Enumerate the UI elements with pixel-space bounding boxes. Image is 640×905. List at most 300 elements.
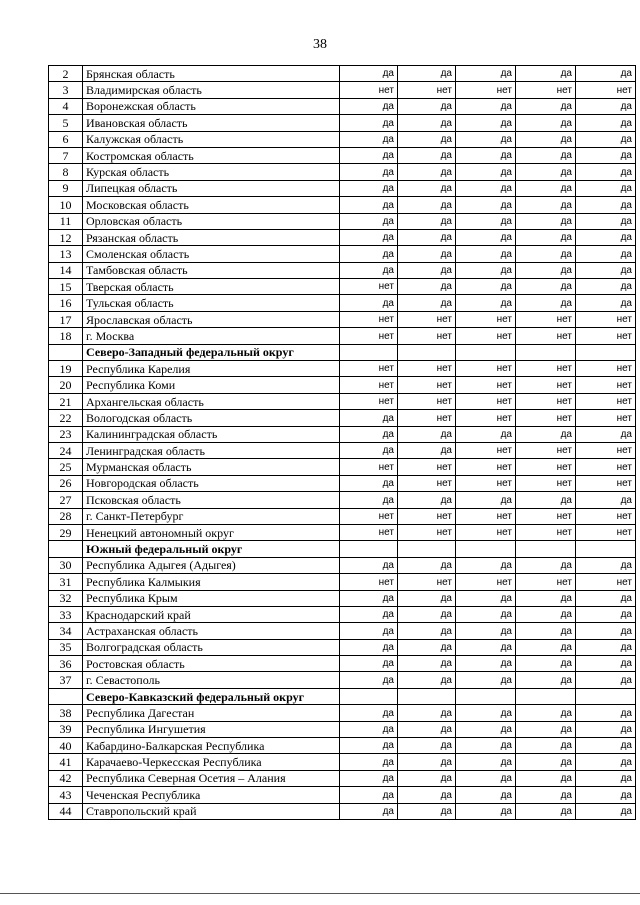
- row-number: 19: [49, 361, 83, 377]
- value-cell-3: да: [456, 262, 516, 278]
- value-cell-1: да: [340, 475, 398, 491]
- value-cell-2: [398, 344, 456, 360]
- value-cell-2: да: [398, 754, 456, 770]
- row-number: 3: [49, 82, 83, 98]
- table-row: [49, 295, 636, 311]
- value-cell-4: да: [516, 492, 576, 508]
- value-cell-5: нет: [576, 442, 636, 458]
- value-cell-3: да: [456, 590, 516, 606]
- table-row: [49, 131, 636, 147]
- value-cell-4: нет: [516, 311, 576, 327]
- row-number: 13: [49, 246, 83, 262]
- region-name: Ростовская область: [83, 656, 340, 672]
- page-number: 38: [313, 37, 327, 52]
- value-cell-1: да: [340, 672, 398, 688]
- table-row: [49, 197, 636, 213]
- value-cell-5: да: [576, 639, 636, 655]
- value-cell-2: да: [398, 164, 456, 180]
- region-name: Брянская область: [83, 66, 340, 82]
- table-row: [49, 229, 636, 245]
- region-name: Республика Крым: [83, 590, 340, 606]
- table-row: [49, 623, 636, 639]
- value-cell-1: да: [340, 180, 398, 196]
- table-row: [49, 328, 636, 344]
- value-cell-4: нет: [516, 459, 576, 475]
- region-name: Ивановская область: [83, 115, 340, 131]
- value-cell-3: нет: [456, 459, 516, 475]
- value-cell-2: да: [398, 180, 456, 196]
- value-cell-5: да: [576, 721, 636, 737]
- table-row: [49, 721, 636, 737]
- value-cell-5: нет: [576, 508, 636, 524]
- value-cell-2: нет: [398, 361, 456, 377]
- value-cell-1: да: [340, 426, 398, 442]
- value-cell-4: нет: [516, 328, 576, 344]
- region-name: Кабардино-Балкарская Республика: [83, 738, 340, 754]
- value-cell-5: нет: [576, 328, 636, 344]
- value-cell-5: да: [576, 147, 636, 163]
- row-number: [49, 541, 83, 557]
- value-cell-4: да: [516, 147, 576, 163]
- value-cell-4: да: [516, 262, 576, 278]
- value-cell-2: да: [398, 131, 456, 147]
- value-cell-4: нет: [516, 508, 576, 524]
- value-cell-2: да: [398, 623, 456, 639]
- value-cell-2: да: [398, 442, 456, 458]
- value-cell-3: нет: [456, 442, 516, 458]
- region-name: Ставропольский край: [83, 803, 340, 819]
- region-name: г. Севастополь: [83, 672, 340, 688]
- row-number: 37: [49, 672, 83, 688]
- region-name: Республика Ингушетия: [83, 721, 340, 737]
- value-cell-4: да: [516, 721, 576, 737]
- row-number: 20: [49, 377, 83, 393]
- value-cell-1: да: [340, 213, 398, 229]
- row-number: 30: [49, 557, 83, 573]
- value-cell-1: да: [340, 606, 398, 622]
- row-number: 9: [49, 180, 83, 196]
- value-cell-5: нет: [576, 459, 636, 475]
- value-cell-3: нет: [456, 361, 516, 377]
- value-cell-5: да: [576, 180, 636, 196]
- value-cell-3: да: [456, 115, 516, 131]
- value-cell-2: да: [398, 426, 456, 442]
- value-cell-3: да: [456, 557, 516, 573]
- row-number: 40: [49, 738, 83, 754]
- region-name: Вологодская область: [83, 410, 340, 426]
- value-cell-4: да: [516, 656, 576, 672]
- value-cell-5: да: [576, 672, 636, 688]
- region-name: Чеченская Республика: [83, 787, 340, 803]
- table-row: [49, 377, 636, 393]
- row-number: 29: [49, 524, 83, 540]
- table-row: [49, 508, 636, 524]
- value-cell-4: да: [516, 754, 576, 770]
- row-number: 23: [49, 426, 83, 442]
- row-number: 5: [49, 115, 83, 131]
- value-cell-5: да: [576, 557, 636, 573]
- row-number: 34: [49, 623, 83, 639]
- row-number: 8: [49, 164, 83, 180]
- region-name: Краснодарский край: [83, 606, 340, 622]
- row-number: [49, 688, 83, 704]
- value-cell-4: да: [516, 639, 576, 655]
- value-cell-3: да: [456, 721, 516, 737]
- value-cell-4: нет: [516, 393, 576, 409]
- value-cell-4: да: [516, 66, 576, 82]
- table-row: [49, 459, 636, 475]
- section-header-row: [49, 344, 636, 360]
- value-cell-3: да: [456, 66, 516, 82]
- value-cell-3: да: [456, 705, 516, 721]
- value-cell-4: да: [516, 279, 576, 295]
- value-cell-2: да: [398, 590, 456, 606]
- value-cell-3: да: [456, 426, 516, 442]
- value-cell-1: да: [340, 787, 398, 803]
- section-header-row: [49, 541, 636, 557]
- table-row: [49, 98, 636, 114]
- row-number: 31: [49, 574, 83, 590]
- table-row: [49, 246, 636, 262]
- value-cell-2: да: [398, 279, 456, 295]
- value-cell-1: нет: [340, 328, 398, 344]
- table-row: [49, 115, 636, 131]
- value-cell-1: да: [340, 705, 398, 721]
- value-cell-2: да: [398, 246, 456, 262]
- value-cell-1: да: [340, 147, 398, 163]
- value-cell-5: да: [576, 295, 636, 311]
- row-number: 6: [49, 131, 83, 147]
- row-number: 26: [49, 475, 83, 491]
- row-number: 44: [49, 803, 83, 819]
- row-number: 21: [49, 393, 83, 409]
- value-cell-1: да: [340, 492, 398, 508]
- row-number: 32: [49, 590, 83, 606]
- region-name: Республика Дагестан: [83, 705, 340, 721]
- value-cell-4: да: [516, 98, 576, 114]
- value-cell-2: нет: [398, 410, 456, 426]
- value-cell-3: да: [456, 295, 516, 311]
- value-cell-4: да: [516, 590, 576, 606]
- value-cell-1: да: [340, 98, 398, 114]
- value-cell-3: нет: [456, 393, 516, 409]
- table-row: [49, 82, 636, 98]
- row-number: 16: [49, 295, 83, 311]
- region-name: Республика Калмыкия: [83, 574, 340, 590]
- value-cell-4: да: [516, 229, 576, 245]
- value-cell-4: нет: [516, 82, 576, 98]
- value-cell-1: да: [340, 131, 398, 147]
- value-cell-1: да: [340, 410, 398, 426]
- table-row: [49, 442, 636, 458]
- value-cell-1: да: [340, 590, 398, 606]
- value-cell-3: нет: [456, 82, 516, 98]
- value-cell-2: нет: [398, 311, 456, 327]
- row-number: 22: [49, 410, 83, 426]
- region-name: Московская область: [83, 197, 340, 213]
- region-name: Волгоградская область: [83, 639, 340, 655]
- value-cell-1: да: [340, 623, 398, 639]
- value-cell-3: да: [456, 656, 516, 672]
- table-row: [49, 557, 636, 573]
- value-cell-5: да: [576, 164, 636, 180]
- value-cell-3: да: [456, 197, 516, 213]
- value-cell-5: да: [576, 492, 636, 508]
- value-cell-4: да: [516, 180, 576, 196]
- table-row: [49, 639, 636, 655]
- value-cell-3: нет: [456, 377, 516, 393]
- value-cell-4: [516, 541, 576, 557]
- federal-district-name: Северо-Западный федеральный округ: [83, 344, 340, 360]
- value-cell-1: да: [340, 66, 398, 82]
- value-cell-5: [576, 688, 636, 704]
- value-cell-5: да: [576, 623, 636, 639]
- region-name: Карачаево-Черкесская Республика: [83, 754, 340, 770]
- value-cell-3: нет: [456, 475, 516, 491]
- row-number: 17: [49, 311, 83, 327]
- value-cell-4: нет: [516, 442, 576, 458]
- value-cell-2: нет: [398, 393, 456, 409]
- value-cell-2: да: [398, 492, 456, 508]
- region-name: Рязанская область: [83, 229, 340, 245]
- value-cell-5: нет: [576, 410, 636, 426]
- value-cell-3: [456, 688, 516, 704]
- regions-table: [48, 65, 636, 820]
- table-row: [49, 262, 636, 278]
- region-name: Ненецкий автономный округ: [83, 524, 340, 540]
- value-cell-4: да: [516, 246, 576, 262]
- value-cell-5: да: [576, 590, 636, 606]
- region-name: Мурманская область: [83, 459, 340, 475]
- value-cell-1: нет: [340, 459, 398, 475]
- table-row: [49, 475, 636, 491]
- region-name: Владимирская область: [83, 82, 340, 98]
- value-cell-4: нет: [516, 361, 576, 377]
- value-cell-3: да: [456, 213, 516, 229]
- value-cell-2: да: [398, 147, 456, 163]
- value-cell-4: да: [516, 115, 576, 131]
- row-number: 33: [49, 606, 83, 622]
- table-row: [49, 164, 636, 180]
- value-cell-5: да: [576, 656, 636, 672]
- table-row: [49, 574, 636, 590]
- row-number: [49, 344, 83, 360]
- value-cell-2: да: [398, 262, 456, 278]
- region-name: Ярославская область: [83, 311, 340, 327]
- value-cell-5: нет: [576, 524, 636, 540]
- value-cell-2: да: [398, 66, 456, 82]
- value-cell-3: нет: [456, 508, 516, 524]
- value-cell-1: да: [340, 229, 398, 245]
- value-cell-2: нет: [398, 328, 456, 344]
- region-name: Новгородская область: [83, 475, 340, 491]
- value-cell-1: да: [340, 246, 398, 262]
- value-cell-2: да: [398, 197, 456, 213]
- value-cell-3: [456, 541, 516, 557]
- value-cell-3: нет: [456, 410, 516, 426]
- value-cell-2: [398, 541, 456, 557]
- region-name: Курская область: [83, 164, 340, 180]
- value-cell-5: да: [576, 606, 636, 622]
- region-name: Республика Адыгея (Адыгея): [83, 557, 340, 573]
- region-name: Республика Карелия: [83, 361, 340, 377]
- value-cell-2: да: [398, 770, 456, 786]
- value-cell-4: да: [516, 770, 576, 786]
- value-cell-3: да: [456, 803, 516, 819]
- value-cell-5: да: [576, 705, 636, 721]
- value-cell-2: да: [398, 803, 456, 819]
- value-cell-3: да: [456, 492, 516, 508]
- row-number: 11: [49, 213, 83, 229]
- row-number: 18: [49, 328, 83, 344]
- value-cell-1: да: [340, 721, 398, 737]
- table-row: [49, 147, 636, 163]
- table-row: [49, 738, 636, 754]
- value-cell-3: нет: [456, 524, 516, 540]
- value-cell-5: да: [576, 131, 636, 147]
- value-cell-5: да: [576, 787, 636, 803]
- value-cell-5: да: [576, 738, 636, 754]
- row-number: 38: [49, 705, 83, 721]
- region-name: Воронежская область: [83, 98, 340, 114]
- row-number: 7: [49, 147, 83, 163]
- value-cell-3: да: [456, 754, 516, 770]
- value-cell-4: да: [516, 738, 576, 754]
- value-cell-5: да: [576, 197, 636, 213]
- value-cell-4: нет: [516, 475, 576, 491]
- value-cell-4: [516, 688, 576, 704]
- value-cell-3: нет: [456, 328, 516, 344]
- value-cell-5: да: [576, 115, 636, 131]
- value-cell-4: да: [516, 295, 576, 311]
- value-cell-5: да: [576, 246, 636, 262]
- row-number: 28: [49, 508, 83, 524]
- value-cell-4: нет: [516, 574, 576, 590]
- region-name: Астраханская область: [83, 623, 340, 639]
- value-cell-5: да: [576, 770, 636, 786]
- value-cell-1: да: [340, 197, 398, 213]
- table-row: [49, 606, 636, 622]
- value-cell-2: да: [398, 295, 456, 311]
- value-cell-4: да: [516, 606, 576, 622]
- value-cell-1: да: [340, 115, 398, 131]
- value-cell-4: да: [516, 557, 576, 573]
- table-row: [49, 705, 636, 721]
- value-cell-2: нет: [398, 524, 456, 540]
- value-cell-3: да: [456, 672, 516, 688]
- row-number: 36: [49, 656, 83, 672]
- value-cell-2: да: [398, 672, 456, 688]
- value-cell-1: да: [340, 754, 398, 770]
- value-cell-1: да: [340, 557, 398, 573]
- value-cell-2: да: [398, 639, 456, 655]
- row-number: 27: [49, 492, 83, 508]
- value-cell-1: да: [340, 770, 398, 786]
- row-number: 4: [49, 98, 83, 114]
- value-cell-1: нет: [340, 82, 398, 98]
- value-cell-2: да: [398, 213, 456, 229]
- value-cell-1: нет: [340, 508, 398, 524]
- page-bottom-edge: [0, 893, 640, 894]
- value-cell-4: нет: [516, 524, 576, 540]
- region-name: Орловская область: [83, 213, 340, 229]
- table-row: [49, 213, 636, 229]
- value-cell-1: [340, 541, 398, 557]
- value-cell-4: да: [516, 787, 576, 803]
- value-cell-3: да: [456, 738, 516, 754]
- table-row: [49, 803, 636, 819]
- value-cell-3: да: [456, 164, 516, 180]
- region-name: Тульская область: [83, 295, 340, 311]
- value-cell-5: да: [576, 279, 636, 295]
- region-name: Псковская область: [83, 492, 340, 508]
- region-name: Архангельская область: [83, 393, 340, 409]
- value-cell-2: да: [398, 115, 456, 131]
- value-cell-5: да: [576, 229, 636, 245]
- value-cell-5: нет: [576, 475, 636, 491]
- value-cell-1: да: [340, 442, 398, 458]
- federal-district-name: Южный федеральный округ: [83, 541, 340, 557]
- section-header-row: [49, 688, 636, 704]
- row-number: 2: [49, 66, 83, 82]
- value-cell-1: нет: [340, 393, 398, 409]
- value-cell-3: да: [456, 131, 516, 147]
- table-row: [49, 393, 636, 409]
- federal-district-name: Северо-Кавказский федеральный округ: [83, 688, 340, 704]
- value-cell-3: да: [456, 279, 516, 295]
- region-name: Калининградская область: [83, 426, 340, 442]
- table-row: [49, 590, 636, 606]
- value-cell-3: да: [456, 180, 516, 196]
- value-cell-2: да: [398, 738, 456, 754]
- value-cell-5: да: [576, 426, 636, 442]
- value-cell-3: да: [456, 98, 516, 114]
- table-row: [49, 672, 636, 688]
- value-cell-4: да: [516, 426, 576, 442]
- value-cell-1: нет: [340, 574, 398, 590]
- value-cell-4: да: [516, 131, 576, 147]
- value-cell-5: нет: [576, 377, 636, 393]
- value-cell-2: нет: [398, 459, 456, 475]
- value-cell-1: да: [340, 639, 398, 655]
- value-cell-3: да: [456, 246, 516, 262]
- value-cell-2: да: [398, 606, 456, 622]
- value-cell-5: нет: [576, 393, 636, 409]
- region-name: Смоленская область: [83, 246, 340, 262]
- row-number: 42: [49, 770, 83, 786]
- value-cell-2: [398, 688, 456, 704]
- value-cell-2: нет: [398, 574, 456, 590]
- value-cell-4: да: [516, 623, 576, 639]
- row-number: 35: [49, 639, 83, 655]
- value-cell-5: да: [576, 262, 636, 278]
- row-number: 25: [49, 459, 83, 475]
- value-cell-1: нет: [340, 279, 398, 295]
- value-cell-3: да: [456, 623, 516, 639]
- value-cell-1: да: [340, 164, 398, 180]
- value-cell-3: нет: [456, 574, 516, 590]
- value-cell-1: да: [340, 803, 398, 819]
- value-cell-4: [516, 344, 576, 360]
- value-cell-1: да: [340, 738, 398, 754]
- value-cell-4: да: [516, 803, 576, 819]
- value-cell-4: да: [516, 197, 576, 213]
- value-cell-4: нет: [516, 410, 576, 426]
- value-cell-2: нет: [398, 475, 456, 491]
- table-row: [49, 754, 636, 770]
- region-name: г. Санкт-Петербург: [83, 508, 340, 524]
- region-name: Липецкая область: [83, 180, 340, 196]
